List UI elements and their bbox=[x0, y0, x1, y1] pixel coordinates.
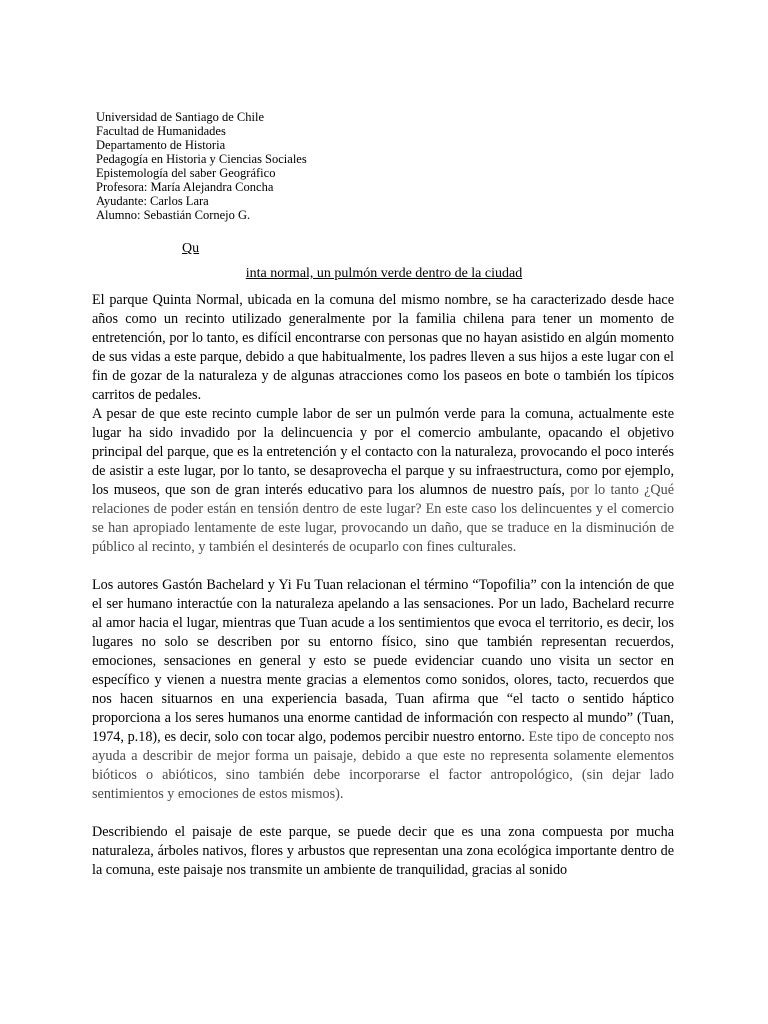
header-student: Alumno: Sebastián Cornejo G. bbox=[96, 208, 251, 222]
header-program: Pedagogía en Historia y Ciencias Sociales bbox=[96, 152, 307, 166]
paragraph-2 bbox=[92, 405, 674, 557]
paragraph-1: El parque Quinta Normal, ubicada en la comuna del mismo nombre, se ha caracterizado desde hace años como un recinto utilizado generalmente por la familia chilena para tener un momento de entretención, por lo tanto, es difícil encontrarse con personas que no hayan asistido en algún momento de sus vidas a este parque, debido a que habitualmente, los padres lleven a sus hijos a este lugar con el fin de gozar de la naturaleza y de algunas atracciones como los paseos en bote o también los típicos carritos de pedales. bbox=[92, 292, 674, 403]
header-assistant: Ayudante: Carlos Lara bbox=[96, 194, 209, 208]
header-faculty: Facultad de Humanidades bbox=[96, 124, 226, 138]
header-university: Universidad de Santiago de Chile bbox=[96, 110, 265, 124]
header-professor: Profesora: María Alejandra Concha bbox=[96, 180, 274, 194]
paragraph-3-text: Los autores Gastón Bachelard y Yi Fu Tuan relacionan el término “Topofilia” con la intención de que el ser humano interactúe con la naturaleza apelando a las sensaciones. Por un lado, Bachelard recurre al amor hacia el lugar, mientras que Tuan acude a los sentimientos que evoca el territorio, es decir, los lugares no solo se describen por su entorno físico, sino que también representan recuerdos, emociones, sensaciones en general y esto se puede evidenciar cuando uno visita un sector en específico y vienen a nuestra mente gracias a elementos como sonidos, olores, tacto, recuerdos que nos hacen situarnos en una experiencia basada, Tuan afirma que “el tacto o sentido háptico proporciona a los seres humanos una enorme cantidad de información con respecto al mundo” (Tuan, 1974, p.18), es decir, solo con tocar algo, podemos percibir nuestro entorno. bbox=[92, 577, 674, 745]
paragraph-3 bbox=[92, 576, 674, 804]
document-title: inta normal, un pulmón verde dentro de la ciudad bbox=[245, 266, 523, 281]
paragraph-2-grey-text: por lo tanto ¿Qué relaciones de poder están en tensión dentro de este lugar? En este caso los delincuentes y el comercio se han apropiado lentamente de este lugar, provocando un daño, que se traduce en la disminución de público al recinto, y también el desinterés de ocuparlo con fines culturales. bbox=[92, 482, 674, 555]
header-department: Departamento de Historia bbox=[96, 138, 226, 152]
header-course: Epistemología del saber Geográfico bbox=[96, 166, 276, 180]
document-body bbox=[92, 291, 674, 880]
paragraph-3-grey-text: Este tipo de concepto nos ayuda a describir de mejor forma un paisaje, debido a que este no representa solamente elementos bióticos o abióticos, sino también debe incorporarse el factor antropológico, (sin dejar lado sentimientos y emociones de estos mismos). bbox=[92, 729, 674, 802]
document-header bbox=[96, 110, 307, 222]
paragraph-2-text: A pesar de que este recinto cumple labor de ser un pulmón verde para la comuna, actualmente este lugar ha sido invadido por la delincuencia y por el comercio ambulante, opacando el objetivo principal del parque, que es la entretención y el contacto con la naturaleza, provocando el poco interés de asistir a este lugar, por lo tanto, se desaprovecha el parque y su infraestructura, como por ejemplo, los museos, que son de gran interés educativo para los alumnos de nuestro país, bbox=[92, 406, 674, 498]
paragraph-4: Describiendo el paisaje de este parque, se puede decir que es una zona compuesta por mucha naturaleza, árboles nativos, flores y arbustos que representan una zona ecológica importante dentro de la comuna, este paisaje nos transmite un ambiente de tranquilidad, gracias al sonido bbox=[92, 824, 674, 878]
title-fragment: Qu bbox=[182, 241, 200, 256]
